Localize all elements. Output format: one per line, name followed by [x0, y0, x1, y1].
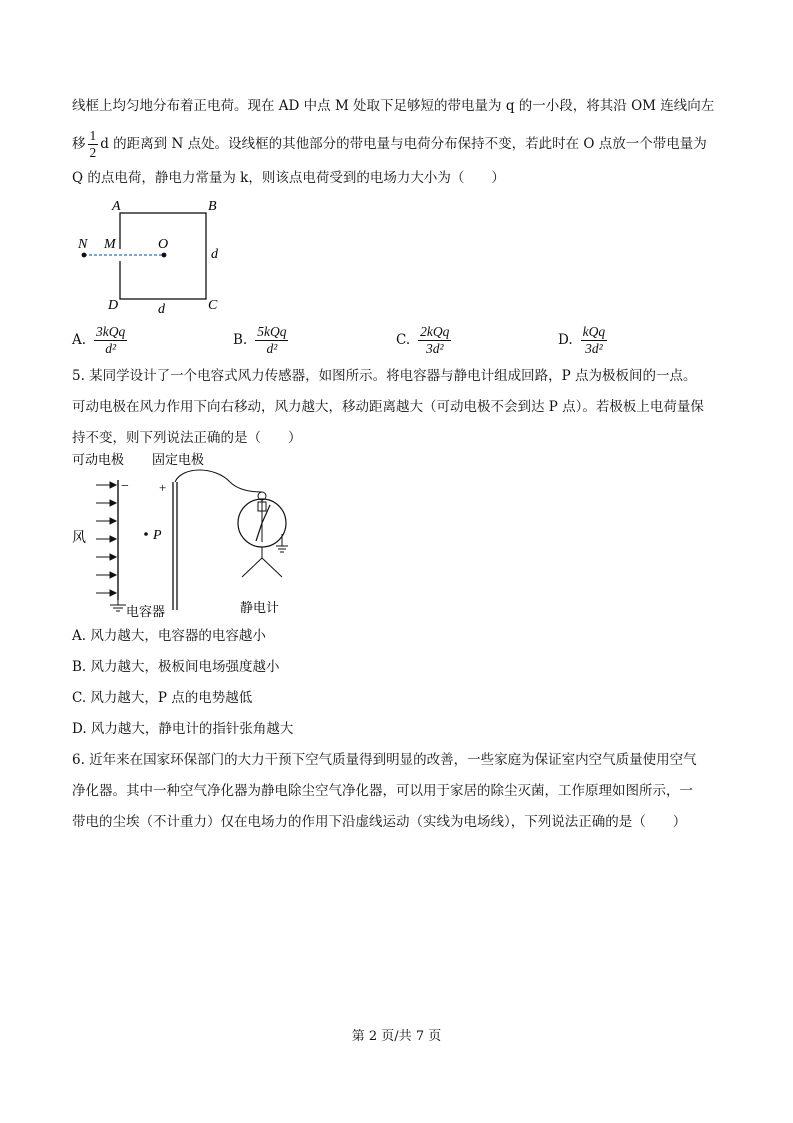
q5-wind-sensor-figure: [70, 450, 300, 622]
fraction-denominator: 3d²: [425, 340, 444, 356]
q4-square-frame-figure: [70, 196, 240, 318]
wind-label: 风: [72, 530, 86, 546]
q4-option-d[interactable]: [558, 322, 609, 358]
q5-option-a[interactable]: A. 风力越大，电容器的电容越小: [72, 628, 266, 644]
fraction-numerator: 5kQq: [257, 323, 287, 339]
fraction-numerator: 1: [89, 128, 97, 143]
movable-plate-label: 可动电极: [72, 453, 125, 468]
q6-text-line-2: 净化器。其中一种空气净化器为静电除尘空气净化器，可以用于家居的除尘灭菌，工作原理如图所示，一: [72, 783, 693, 799]
label-b: B: [208, 199, 217, 214]
electroscope-needle-lower: [256, 523, 262, 541]
fraction-denominator: 2: [89, 145, 97, 160]
label-o: O: [158, 237, 169, 252]
capacitor-label: 电容器: [126, 605, 166, 620]
option-fraction: [94, 324, 127, 357]
point-p: [144, 532, 148, 536]
q4-option-c[interactable]: [396, 322, 453, 358]
option-label: A.: [72, 332, 87, 348]
q5-option-d[interactable]: D. 风力越大，静电计的指针张角越大: [72, 721, 294, 737]
fraction-denominator: 3d²: [585, 340, 603, 356]
q4-option-a[interactable]: [72, 322, 129, 358]
q4-text-line-3: Q 的点电荷，静电力常量为 k，则该点电荷受到的电场力大小为（ ）: [72, 170, 505, 186]
electroscope-stand: [242, 547, 282, 577]
label-n: N: [78, 237, 88, 252]
fixed-plate-label: 固定电极: [152, 453, 205, 468]
option-fraction: [581, 324, 608, 357]
q6-text-line-1: 6. 近年来在国家环保部门的大力干预下空气质量得到明显的改善，一些家庭为保证室内空气质量使用空气: [72, 752, 697, 768]
label-m: M: [104, 237, 116, 252]
label-d-right: d: [211, 247, 218, 262]
q4-text-line-2: [72, 126, 707, 162]
q5-text-line-1: 5. 某同学设计了一个电容式风力传感器，如图所示。将电容器与静电计组成回路，P 点为极板间的一点。: [72, 368, 697, 384]
half-fraction: [88, 128, 99, 161]
connecting-wire: [175, 470, 262, 492]
option-fraction: [418, 324, 451, 357]
ground-symbol-left: [110, 600, 126, 611]
wind-arrows: [96, 482, 116, 596]
electroscope-label: 静电计: [240, 601, 280, 616]
q4-text-line-1: 线框上均匀地分布着正电荷。现在 AD 中点 M 处取下足够短的带电量为 q 的一小段，将其沿 OM 连线向左: [72, 98, 715, 114]
q5-option-b[interactable]: B. 风力越大，极板间电场强度越小: [72, 659, 280, 675]
q4-option-b[interactable]: [233, 322, 290, 358]
point-p-label: P: [153, 528, 162, 543]
option-fraction: [255, 324, 288, 357]
minus-sign: −: [121, 479, 129, 494]
q5-option-c[interactable]: C. 风力越大，P 点的电势越低: [72, 690, 253, 706]
q4-line2-suffix: d 的距离到 N 点处。设线框的其他部分的带电量与电荷分布保持不变，若此时在 O 点放一个带电量为: [100, 136, 707, 152]
point-n: [82, 253, 87, 258]
ground-symbol-right: [276, 534, 288, 552]
fraction-denominator: d²: [105, 340, 117, 356]
option-label: D.: [558, 332, 573, 348]
option-label: C.: [396, 332, 411, 348]
label-a: A: [112, 199, 121, 214]
fraction-numerator: kQq: [582, 323, 606, 339]
fraction-numerator: 2kQq: [420, 323, 450, 339]
plus-sign: +: [159, 480, 167, 495]
q5-text-line-3: 持不变，则下列说法正确的是（ ）: [72, 430, 302, 446]
fraction-numerator: 3kQq: [96, 323, 126, 339]
q6-text-line-3: 带电的尘埃（不计重力）仅在电场力的作用下沿虚线运动（实线为电场线），下列说法正确的是（ ）: [72, 814, 687, 830]
label-d-bottom: d: [158, 302, 165, 317]
fraction-denominator: d²: [266, 340, 278, 356]
q5-text-line-2: 可动电极在风力作用下向右移动，风力越大，移动距离越大（可动电极不会到达 P 点）。若极板上电荷量保: [72, 399, 704, 415]
page-number-footer: 第 2 页/共 7 页: [351, 1029, 442, 1044]
point-o: [162, 253, 167, 258]
option-label: B.: [233, 332, 248, 348]
label-c: C: [208, 298, 218, 313]
label-d: D: [108, 298, 119, 313]
q4-line2-prefix: 移: [72, 136, 86, 152]
